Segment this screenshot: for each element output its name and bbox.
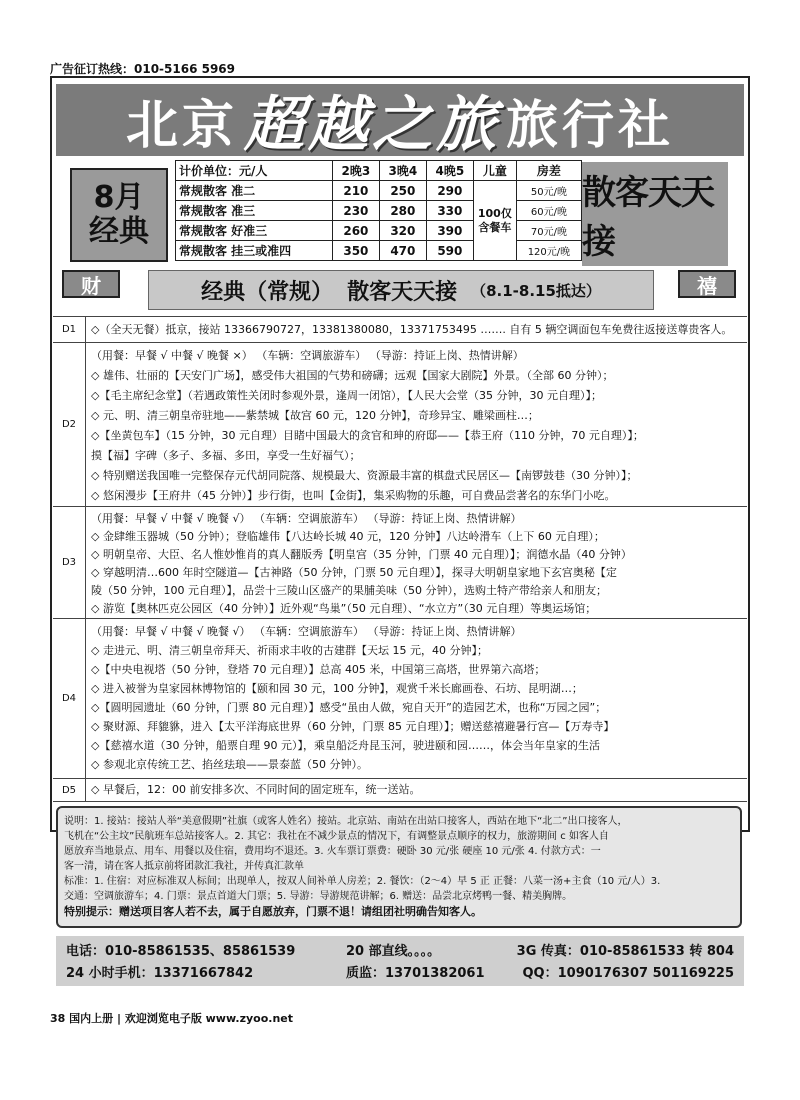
ad-hotline: 广告征订热线：010-5166 5969	[50, 62, 236, 76]
day-line: ◇【中央电视塔（50 分钟，登塔 70 元自理）】总高 405 米，中国第三高塔，世界第六高塔；	[91, 663, 546, 676]
price-cell: 330	[426, 201, 473, 221]
price-header-cell: 4晚5	[426, 161, 473, 181]
month-badge	[70, 168, 168, 262]
day-row-d1	[53, 316, 747, 342]
price-row	[176, 201, 582, 221]
contact-bar	[56, 936, 744, 986]
room-diff: 120元/晚	[516, 241, 581, 261]
banner-part2: 超越之旅	[244, 90, 500, 160]
price-name: 常规散客 挂三或准四	[176, 241, 333, 261]
price-cell: 260	[332, 221, 379, 241]
day-row-d5	[53, 778, 747, 802]
notes-line: 愿放弃当地景点、用车、用餐以及住宿，费用均不退还。3. 火车票订票费：硬卧 30 元/张 硬座 10 元/张 4. 付款方式：一	[64, 846, 601, 857]
price-row	[176, 241, 582, 261]
price-header-row	[176, 161, 582, 181]
notes-line: 交通：空调旅游车；4. 门票：景点首道大门票；5. 导游：导游规范讲解；6. 赠送：品尝北京烤鸭一餐、精美胸牌。	[64, 891, 573, 902]
day-content	[91, 320, 743, 340]
notes-line: 说明：1. 接站：接站人举“美意假期”社旗（或客人姓名）接站。北京站、南站在出站口接客人，西站在地下“北二”出口接客人，	[64, 816, 628, 827]
room-diff: 50元/晚	[516, 181, 581, 201]
price-cell: 250	[379, 181, 426, 201]
contact-lines: 20 部直线。。。。	[346, 944, 441, 959]
day-line: ◇ 明朝皇帝、大臣、名人惟妙惟肖的真人翻版秀【明皇宫（35 分钟，门票 40 元自理）】；润德水晶（40 分钟）	[91, 548, 632, 561]
price-cell: 280	[379, 201, 426, 221]
day-line: ◇ 聚财源、拜貔貅，进入【太平洋海底世界（60 分钟，门票 85 元自理）】；赠送慈禧避暑行宫—【万寿寺】	[91, 720, 615, 733]
price-cell: 470	[379, 241, 426, 261]
contact-tel: 电话：010-85861535、85861539	[66, 944, 296, 959]
price-cell: 590	[426, 241, 473, 261]
tour-title-bar	[148, 270, 654, 310]
price-row	[176, 221, 582, 241]
price-header-cell: 计价单位：元/人	[176, 161, 333, 181]
notes-box	[56, 806, 742, 928]
title-main: 散客天天接	[347, 279, 458, 305]
day-label: D1	[53, 317, 86, 342]
day-line: ◇ 参观北京传统工艺、掐丝珐琅——景泰蓝（50 分钟）。	[91, 758, 368, 771]
day-line: ◇ 走进元、明、清三朝皇帝拜天、祈雨求丰收的古建群【天坛 15 元，40 分钟】；	[91, 644, 488, 657]
day-line: （用餐：早餐 √ 中餐 √ 晚餐 √） （车辆：空调旅游车） （导游：持证上岗、热情讲解）	[91, 512, 522, 525]
day-line: ◇ 特别赠送我国唯一完整保存元代胡同院落、规模最大、资源最丰富的棋盘式民居区—【南锣鼓巷（30 分钟）】；	[91, 469, 638, 482]
banner-part1: 北京	[125, 94, 238, 156]
day-row-d3	[53, 506, 747, 618]
day-line: （用餐：早餐 √ 中餐 √ 晚餐 √） （车辆：空调旅游车） （导游：持证上岗、热情讲解）	[91, 625, 522, 638]
price-cell: 320	[379, 221, 426, 241]
day-line: ◇ 游览【奥林匹克公园区（40 分钟）】近外观“鸟巢”（50 元自理）、“水立方”（30 元自理）等奥运场馆；	[91, 602, 597, 615]
day-line: 摸【福】字碑（多子、多福、多田，享受一生好福气）；	[91, 449, 361, 462]
room-diff: 70元/晚	[516, 221, 581, 241]
day-content	[91, 622, 743, 774]
day-line: ◇（全天无餐）抵京，接站 13366790727，13381380080，13371753495 ……. 自有 5 辆空调面包车免费往返接送尊贵客人。	[91, 323, 733, 336]
child-price: 100仅含餐车	[473, 181, 516, 261]
month-line2: 经典	[89, 214, 149, 249]
day-line: ◇ 金肆维玉器城（50 分钟）；登临雄伟【八达岭长城 40 元，120 分钟】八达岭滑车（上下 60 元自理）；	[91, 530, 605, 543]
day-row-d4	[53, 618, 747, 778]
day-line: ◇ 进入被誉为皇家园林博物馆的【颐和园 30 元，100 分钟】，观赏千米长廊画卷、石坊、昆明湖…；	[91, 682, 583, 695]
day-row-d2	[53, 342, 747, 506]
page-footer: 38 国内上册 | 欢迎浏览电子版 www.zyoo.net	[50, 1012, 294, 1025]
day-content	[91, 780, 743, 800]
contact-mobile: 24 小时手机：13371667842	[66, 966, 254, 981]
price-name: 常规散客 准二	[176, 181, 333, 201]
title-classic: 经典（常规）	[201, 279, 334, 305]
day-content	[91, 510, 743, 618]
agency-banner	[56, 84, 744, 160]
price-cell: 230	[332, 201, 379, 221]
day-line: ◇ 元、明、清三朝皇帝驻地——紫禁城【故宫 60 元，120 分钟】，奇珍异宝、雕梁画柱…；	[91, 409, 539, 422]
price-row	[176, 181, 582, 201]
price-header-cell: 2晚3	[332, 161, 379, 181]
day-line: ◇【圆明园遗址（60 分钟，门票 80 元自理）】感受“虽由人做，宛自天开”的造园艺术，也称“万园之园”；	[91, 701, 607, 714]
notes-line: 飞机在“公主坟”民航班车总站接客人。2. 其它：我社在不减少景点的情况下，有调整景点顺序的权力，旅游期间 c 如客人自	[64, 831, 609, 842]
stamp-cai: 财	[62, 270, 120, 298]
side-title: 散客天天接	[582, 162, 728, 266]
day-line: ◇【毛主席纪念堂】（若遇政策性关闭时参观外景，逢周一闭馆），【人民大会堂（35 分钟，30 元自理）】；	[91, 389, 602, 402]
day-line: ◇ 早餐后，12：00 前安排多次、不同时间的固定班车，统一送站。	[91, 783, 421, 796]
price-header-cell: 房差	[516, 161, 581, 181]
price-header-cell: 儿童	[473, 161, 516, 181]
day-label: D2	[53, 343, 86, 506]
special-notice: 特别提示：赠送项目客人若不去，属于自愿放弃，门票不退！请组团社明确告知客人。	[64, 905, 482, 918]
stamp-xi: 禧	[678, 270, 736, 298]
day-label: D3	[53, 507, 86, 618]
contact-supervisor: 质监：13701382061	[346, 966, 485, 981]
price-name: 常规散客 好准三	[176, 221, 333, 241]
contact-qq: QQ：1090176307 501169225	[522, 966, 734, 981]
title-dates: （8.1-8.15抵达）	[471, 281, 601, 300]
day-line: 陵（50 分钟，100 元自理）】，品尝十三陵山区盛产的果脯美味（50 分钟），选购土特产带给亲人和朋友；	[91, 584, 607, 597]
price-name: 常规散客 准三	[176, 201, 333, 221]
day-line: ◇【坐黄包车】（15 分钟，30 元自理）目睹中国最大的贪官和珅的府邸——【恭王府（110 分钟，70 元自理）】；	[91, 429, 644, 442]
day-content	[91, 346, 743, 506]
day-label: D4	[53, 619, 86, 778]
day-line: ◇ 雄伟、壮丽的【天安门广场】，感受伟大祖国的气势和磅礴；远观【国家大剧院】外景。（全部 60 分钟）；	[91, 369, 614, 382]
day-line: ◇【慈禧水道（30 分钟，船票自理 90 元）】，乘皇船泛舟昆玉河，驶进颐和园……，体会当年皇家的生活	[91, 739, 600, 752]
day-line: ◇ 穿越明清…600 年时空隧道—【古神路（50 分钟，门票 50 元自理）】，探寻大明朝皇家地下玄宫奥秘【定	[91, 566, 617, 579]
price-cell: 350	[332, 241, 379, 261]
price-cell: 210	[332, 181, 379, 201]
banner-part3: 旅行社	[506, 94, 675, 156]
day-line: ◇ 悠闲漫步【王府井（45 分钟）】步行街，也叫【金街】，集采购物的乐趣，可自费品尝著名的东华门小吃。	[91, 489, 616, 502]
month-line1: 8月	[93, 179, 145, 215]
price-cell: 290	[426, 181, 473, 201]
day-label: D5	[53, 779, 86, 801]
price-table	[175, 160, 582, 261]
price-header-cell: 3晚4	[379, 161, 426, 181]
notes-line: 客一清，请在客人抵京前将团款汇我社，并传真汇款单	[64, 861, 304, 872]
day-line: （用餐：早餐 √ 中餐 √ 晚餐 ×） （车辆：空调旅游车） （导游：持证上岗、热情讲解）	[91, 349, 524, 362]
room-diff: 60元/晚	[516, 201, 581, 221]
price-cell: 390	[426, 221, 473, 241]
contact-fax: 3G 传真：010-85861533 转 804	[516, 944, 734, 959]
notes-line: 标准：1. 住宿：对应标准双人标间；出现单人，按双人间补单人房差；2. 餐饮：（2～4）早 5 正 正餐：八菜一汤+主食（10 元/人）3.	[64, 876, 661, 887]
